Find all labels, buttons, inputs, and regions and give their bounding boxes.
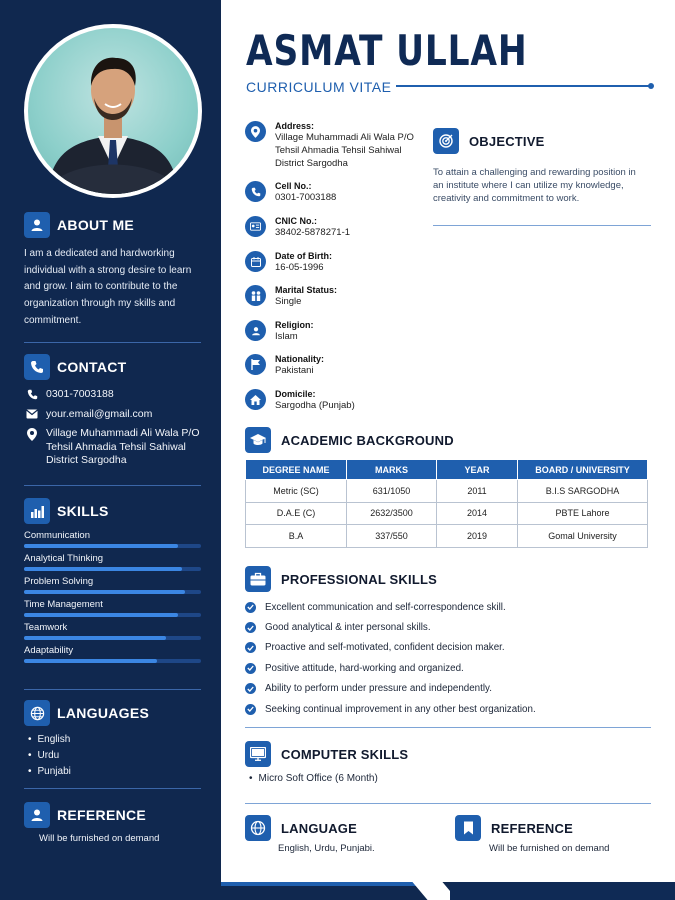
list-item: Excellent communication and self-correspondence skill. xyxy=(245,597,536,617)
mail-icon xyxy=(24,408,40,419)
monitor-icon xyxy=(245,741,271,767)
skill-item xyxy=(24,599,202,617)
header-rule xyxy=(396,85,652,87)
divider xyxy=(245,727,651,728)
globe-icon xyxy=(24,700,50,726)
location-pin-icon xyxy=(245,121,266,142)
column-header: MARKS xyxy=(347,460,437,480)
info-nationality: Nationality: Pakistani xyxy=(245,353,324,378)
about-title: ABOUT ME xyxy=(57,217,135,233)
divider xyxy=(245,803,651,804)
id-card-icon xyxy=(245,216,266,237)
contact-email[interactable]: your.email@gmail.com xyxy=(24,408,202,422)
skill-bar-fill xyxy=(24,659,157,663)
skill-bar xyxy=(24,590,201,594)
flag-icon xyxy=(245,354,266,375)
reference-side-text: Will be furnished on demand xyxy=(39,833,160,844)
briefcase-icon xyxy=(245,566,271,592)
document-subtitle: CURRICULUM VITAE xyxy=(246,79,392,95)
divider xyxy=(24,485,201,486)
column-header: YEAR xyxy=(437,460,518,480)
language-text: English, Urdu, Punjabi. xyxy=(278,843,375,854)
divider xyxy=(24,788,201,789)
location-pin-icon xyxy=(24,427,40,441)
objective-text: To attain a challenging and rewarding position in an institute where I can utilize my knowledge, creativity and commitment to work. xyxy=(433,167,636,204)
professional-title: PROFESSIONAL SKILLS xyxy=(281,571,437,587)
computer-header xyxy=(245,741,408,767)
list-item: • Urdu xyxy=(28,748,202,764)
graduation-cap-icon xyxy=(245,427,271,453)
footer-accent xyxy=(221,882,420,886)
skill-item xyxy=(24,553,202,571)
list-item: • Punjabi xyxy=(28,764,202,780)
header-rule-dot xyxy=(648,83,654,89)
about-section xyxy=(24,212,202,330)
contact-phone[interactable]: 0301-7003188 xyxy=(24,388,202,402)
academic-table xyxy=(245,459,648,548)
skill-name: Time Management xyxy=(24,599,103,610)
languages-section xyxy=(24,700,202,780)
skill-bar xyxy=(24,613,201,617)
reference-text: Will be furnished on demand xyxy=(489,843,610,854)
phone-icon xyxy=(24,354,50,380)
info-address: Address: Village Muhammadi Ali Wala P/O Tehsil Ahmadia Tehsil Sahiwal District Sargodha xyxy=(245,120,415,170)
skill-item xyxy=(24,645,202,663)
skill-bar-fill xyxy=(24,636,166,640)
home-icon xyxy=(245,389,266,410)
candidate-name: ASMAT ULLAH xyxy=(246,26,528,75)
footer-band xyxy=(450,882,675,900)
skill-bar-fill xyxy=(24,567,182,571)
objective-header xyxy=(433,128,544,154)
checkmark-icon xyxy=(245,663,256,674)
skill-bar xyxy=(24,636,201,640)
computer-skill-item: • Micro Soft Office (6 Month) xyxy=(249,773,378,784)
list-item: Positive attitude, hard-working and organized. xyxy=(245,658,536,678)
phone-icon xyxy=(245,181,266,202)
language-title: LANGUAGE xyxy=(281,820,357,836)
skill-bar-fill xyxy=(24,590,185,594)
skills-title: SKILLS xyxy=(57,503,109,519)
skill-bar-fill xyxy=(24,613,178,617)
language-header xyxy=(245,815,357,841)
professional-skills-list xyxy=(245,597,536,719)
languages-list xyxy=(24,732,202,780)
checkmark-icon xyxy=(245,683,256,694)
globe-icon xyxy=(245,815,271,841)
bar-chart-icon xyxy=(24,498,50,524)
skill-name: Analytical Thinking xyxy=(24,553,104,564)
reference-side-section xyxy=(24,802,202,844)
skill-item xyxy=(24,622,202,640)
contact-address: Village Muhammadi Ali Wala P/O Tehsil Ahmadia Tehsil Sahiwal District Sargodha xyxy=(24,427,202,468)
list-item: Ability to perform under pressure and independently. xyxy=(245,679,536,699)
user-icon xyxy=(24,212,50,238)
reference-header xyxy=(455,815,573,841)
academic-title: ACADEMIC BACKGROUND xyxy=(281,432,454,448)
info-religion: Religion: Islam xyxy=(245,319,314,344)
skill-name: Teamwork xyxy=(24,622,68,633)
computer-title: COMPUTER SKILLS xyxy=(281,746,409,762)
bookmark-icon xyxy=(455,815,481,841)
sidebar xyxy=(0,0,221,900)
skills-section xyxy=(24,498,202,663)
skill-name: Communication xyxy=(24,530,90,541)
list-item: Good analytical & inter personal skills. xyxy=(245,617,536,637)
checkmark-icon xyxy=(245,642,256,653)
skill-bar-fill xyxy=(24,544,178,548)
table-row: B.A 337/550 2019 Gomal University xyxy=(246,525,648,548)
info-dob: Date of Birth: 16-05-1996 xyxy=(245,250,332,275)
list-item: • English xyxy=(28,732,202,748)
list-item: Seeking continual improvement in any other best organization. xyxy=(245,699,536,719)
info-marital: Marital Status: Single xyxy=(245,284,337,309)
professional-header xyxy=(245,566,437,592)
skill-item xyxy=(24,576,202,594)
skill-bar xyxy=(24,659,201,663)
profile-photo xyxy=(24,24,202,198)
languages-title: LANGUAGES xyxy=(57,705,150,721)
reference-title: REFERENCE xyxy=(491,820,573,836)
person-icon xyxy=(245,320,266,341)
table-row: Metric (SC) 631/1050 2011 B.I.S SARGODHA xyxy=(246,480,648,503)
user-icon xyxy=(24,802,50,828)
info-cnic: CNIC No.: 38402-5878271-1 xyxy=(245,215,350,240)
divider xyxy=(24,342,201,343)
skill-bar xyxy=(24,567,201,571)
column-header: BOARD / UNIVERSITY xyxy=(518,460,648,480)
reference-side-title: REFERENCE xyxy=(57,807,147,823)
checkmark-icon xyxy=(245,704,256,715)
skill-name: Adaptability xyxy=(24,645,74,656)
checkmark-icon xyxy=(245,622,256,633)
about-text: I am a dedicated and hardworking individual with a strong desire to learn and grow. I aim to contribute to the organization through my skills and commitment. xyxy=(24,248,192,326)
skill-item xyxy=(24,530,202,548)
divider xyxy=(24,689,201,690)
divider xyxy=(433,225,651,226)
skill-bar xyxy=(24,544,201,548)
table-header-row xyxy=(246,460,648,480)
contact-title: CONTACT xyxy=(57,359,127,375)
contact-section xyxy=(24,354,202,468)
calendar-icon xyxy=(245,251,266,272)
couple-icon xyxy=(245,285,266,306)
phone-icon xyxy=(24,388,40,400)
academic-header xyxy=(245,427,454,453)
info-domicile: Domicile: Sargodha (Punjab) xyxy=(245,388,355,413)
skill-name: Problem Solving xyxy=(24,576,94,587)
info-cell: Cell No.: 0301-7003188 xyxy=(245,180,336,205)
list-item: Proactive and self-motivated, confident decision maker. xyxy=(245,638,536,658)
checkmark-icon xyxy=(245,602,256,613)
column-header: DEGREE NAME xyxy=(246,460,347,480)
target-icon xyxy=(433,128,459,154)
objective-title: OBJECTIVE xyxy=(469,133,545,149)
table-row: D.A.E (C) 2632/3500 2014 PBTE Lahore xyxy=(246,502,648,525)
